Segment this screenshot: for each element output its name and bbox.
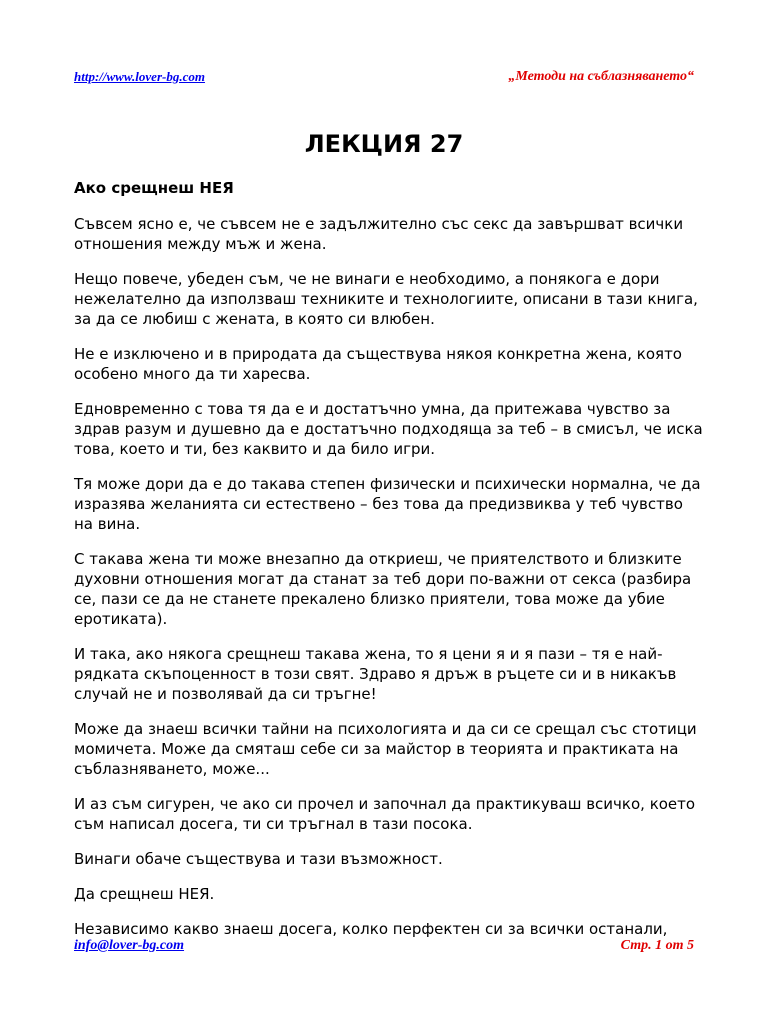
paragraph: Независимо какво знаеш досега, колко перфектен си за всички останали, — [74, 920, 668, 938]
paragraph: И така, ако някога срещнеш такава жена, то я цени я и я пази – тя е най-рядката скъпоценност в този свят. Здраво я дръж в ръцете си и в никакъв случай не и позволявай да си тръгне! — [74, 645, 677, 703]
paragraph: Тя може дори да е до такава степен физически и психически нормална, че да изразява желанията си естествено – без това да предизвиква у теб чувство на вина. — [74, 475, 701, 533]
paragraph: Може да знаеш всички тайни на психологията и да си се срещал със стотици момичета. Може да смяташ себе си за майстор в теорията и практиката на съблазняването, може... — [74, 720, 697, 778]
lecture-body — [74, 178, 704, 954]
paragraph: Не е изключено и в природата да съществува някоя конкретна жена, която особено много да ти харесва. — [74, 345, 682, 383]
lecture-subheading: Ако срещнеш НЕЯ — [74, 179, 234, 197]
email-link[interactable]: info@lover-bg.com — [74, 938, 185, 953]
paragraph: Нещо повече, убеден съм, че не винаги е необходимо, а понякога е дори нежелателно да използваш техниките и технологиите, описани в тази книга, за да се любиш с жената, в която си влюбен. — [74, 270, 698, 328]
page-number: Стр. 1 от 5 — [620, 938, 694, 953]
paragraph: И аз съм сигурен, че ако си прочел и започнал да практикуваш всичко, което съм написал досега, ти си тръгнал в тази посока. — [74, 795, 696, 833]
paragraph: С такава жена ти може внезапно да откриеш, че приятелството и близките духовни отношения могат да станат за теб дори по-важни от секса (разбира се, пази се да не станете прекалено близко приятели, това може да убие еротиката). — [74, 550, 692, 628]
book-title: „Методи на съблазняването“ — [508, 69, 694, 84]
paragraph: Съвсем ясно е, че съвсем не е задължително със секс да завършват всички отношения между мъж и жена. — [74, 215, 684, 253]
paragraph: Винаги обаче съществува и тази възможност. — [74, 850, 443, 868]
lecture-title: ЛЕКЦИЯ 27 — [304, 130, 464, 158]
paragraph: Едновременно с това тя да е и достатъчно умна, да притежава чувство за здрав разум и душевно да е достатъчно подходяща за теб – в смисъл, че иска това, което и ти, без каквито и да било игри. — [74, 400, 703, 458]
paragraph: Да срещнеш НЕЯ. — [74, 885, 215, 903]
site-link[interactable]: http://www.lover-bg.com — [74, 69, 205, 84]
